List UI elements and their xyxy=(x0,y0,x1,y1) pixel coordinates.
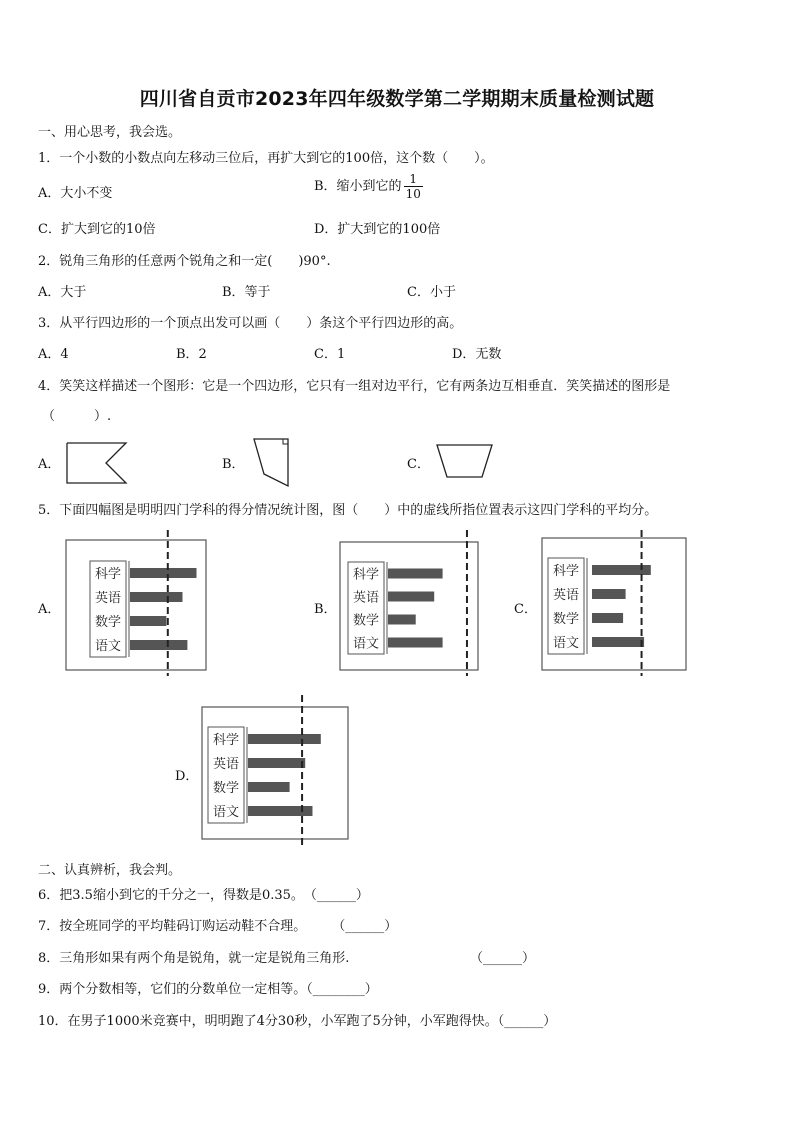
bar-4 xyxy=(130,640,187,650)
question-8-blank: （______） xyxy=(470,951,536,966)
bar-3 xyxy=(130,616,166,626)
category-label: 数学 xyxy=(552,612,580,627)
q5-option-c: C． xyxy=(514,602,537,617)
bar-4 xyxy=(388,638,443,648)
question-8: 8．三角形如果有两个角是锐角，就一定是锐角三角形. xyxy=(38,951,350,966)
q5-option-a: A． xyxy=(38,602,61,617)
q3-option-d: D．无数 xyxy=(452,347,502,362)
category-label: 科学 xyxy=(352,567,380,583)
bar-2 xyxy=(388,592,434,602)
bar-1 xyxy=(388,569,443,579)
q2-option-c: C．小于 xyxy=(407,285,456,300)
q1-option-a: A．大小不变 xyxy=(38,186,113,201)
category-label: 数学 xyxy=(94,615,122,630)
question-1: 1．一个小数的小数点向左移动三位后，再扩大到它的100倍，这个数（ ）。 xyxy=(38,151,494,166)
question-2: 2．锐角三角形的任意两个锐角之和一定( )90°. xyxy=(38,254,331,269)
question-4: 4．笑笑这样描述一个图形：它是一个四边形，它只有一组对边平行，它有两条边互相垂直．笑笑描述的图形是 xyxy=(38,379,671,394)
category-label: 英语 xyxy=(212,757,240,772)
section-1-heading: 一、用心思考，我会选。 xyxy=(38,125,182,140)
category-label: 科学 xyxy=(94,567,122,582)
q1-option-d: D．扩大到它的100倍 xyxy=(314,222,441,237)
q4-option-b: B． xyxy=(222,457,245,472)
q2-option-a: A．大于 xyxy=(38,285,87,300)
q4-option-c: C． xyxy=(407,457,430,472)
chart-frame xyxy=(66,540,206,670)
category-label: 语文 xyxy=(552,636,580,651)
bar-1 xyxy=(130,568,197,578)
chart-d xyxy=(198,695,352,845)
category-label: 数学 xyxy=(352,613,380,629)
question-7: 7．按全班同学的平均鞋码订购运动鞋不合理。 （______） xyxy=(38,919,398,934)
category-label: 语文 xyxy=(212,805,240,820)
fraction-numerator: 1 xyxy=(404,172,423,187)
q5-option-d: D． xyxy=(175,769,199,784)
chart-a xyxy=(60,530,210,676)
bar-3 xyxy=(388,615,416,625)
bar-2 xyxy=(248,758,305,768)
bar-3 xyxy=(248,782,290,792)
q2-option-b: B．等于 xyxy=(222,285,271,300)
question-6: 6．把3.5缩小到它的千分之一，得数是0.35。 （______） xyxy=(38,888,369,903)
bar-1 xyxy=(248,734,321,744)
category-label: 数学 xyxy=(212,781,240,796)
question-3: 3．从平行四边形的一个顶点出发可以画（ ）条这个平行四边形的高。 xyxy=(38,316,463,331)
q4-shape-c xyxy=(434,441,496,481)
q5-option-b: B． xyxy=(314,602,337,617)
page-title: 四川省自贡市2023年四年级数学第二学期期末质量检测试题 xyxy=(139,88,655,110)
category-label: 科学 xyxy=(212,733,240,748)
category-label: 语文 xyxy=(352,636,380,652)
question-4-blank: （ ）. xyxy=(42,409,112,424)
q3-option-b: B．2 xyxy=(176,347,207,362)
category-label: 语文 xyxy=(94,639,122,654)
category-label: 英语 xyxy=(552,588,580,603)
section-2-heading: 二、认真辨析，我会判。 xyxy=(38,863,182,878)
q1-option-b-label: B．缩小到它的 xyxy=(314,179,402,194)
q4-option-a: A． xyxy=(38,457,61,472)
fraction xyxy=(404,172,423,201)
question-10: 10．在男子1000米竞赛中，明明跑了4分30秒，小军跑了5分钟，小军跑得快。（______） xyxy=(38,1014,557,1029)
question-5: 5．下面四幅图是明明四门学科的得分情况统计图，图（ ）中的虚线所指位置表示这四门学科的平均分。 xyxy=(38,503,658,518)
bar-2 xyxy=(592,589,626,599)
category-label: 英语 xyxy=(94,591,122,606)
bar-2 xyxy=(130,592,183,602)
chart-b xyxy=(336,530,482,676)
q4-shape-b xyxy=(250,436,296,490)
q1-option-b xyxy=(314,172,423,201)
q1-option-c: C．扩大到它的10倍 xyxy=(38,222,156,237)
category-label: 科学 xyxy=(552,564,580,579)
q3-option-a: A．4 xyxy=(38,347,69,362)
q3-option-c: C．1 xyxy=(314,347,346,362)
chart-c xyxy=(538,530,690,676)
bar-3 xyxy=(592,613,623,623)
category-label: 英语 xyxy=(352,590,380,606)
question-9: 9．两个分数相等，它们的分数单位一定相等。（________） xyxy=(38,982,378,997)
bar-4 xyxy=(592,637,644,647)
fraction-denominator: 10 xyxy=(405,187,421,201)
q4-shape-a xyxy=(64,440,132,486)
